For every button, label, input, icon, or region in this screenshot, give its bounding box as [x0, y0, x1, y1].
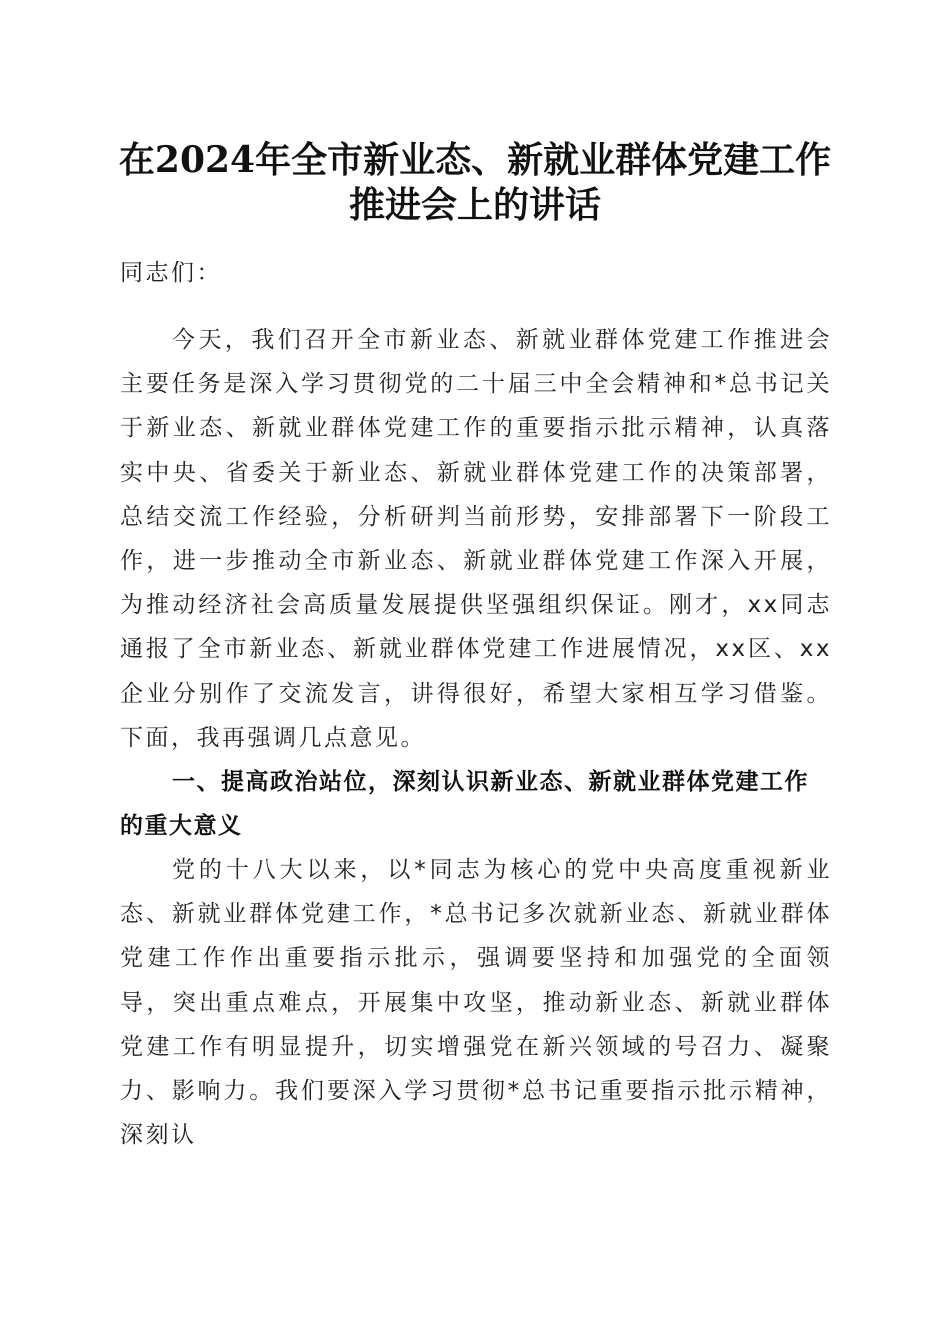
paragraph-section-1: 党的十八大以来，以*同志为核心的党中央高度重视新业态、新就业群体党建工作，*总书记多次就新业态、新就业群体党建工作作出重要指示批示，强调要坚持和加强党的全面领导，突出重点难点，开展集中攻坚，推动新业态、新就业群体党建工作有明显提升，切实增强党在新兴领域的号召力、凝聚力、影响力。我们要深入学习贯彻*总书记重要指示批示精神，深刻认 — [120, 857, 832, 1149]
document-title-line1: 在2024年全市新业态、新就业群体党建工作 — [118, 139, 832, 181]
section-heading-1: 一、提高政治站位，深刻认识新业态、新就业群体党建工作的重大意义 — [120, 769, 809, 840]
paragraph-intro: 今天，我们召开全市新业态、新就业群体党建工作推进会主要任务是深入学习贯彻党的二十届三中全会精神和*总书记关于新业态、新就业群体党建工作的重要指示批示精神，认真落实中央、省委关于新业态、新就业群体党建工作的决策部署，总结交流工作经验，分析研判当前形势，安排部署下一阶段工作，进一步推动全市新业态、新就业群体党建工作深入开展，为推动经济社会高质量发展提供坚强组织保证。刚才，xx同志通报了全市新业态、新就业群体党建工作进展情况，xx区、xx企业分别作了交流发言，讲得很好，希望大家相互学习借鉴。下面，我再强调几点意见。 — [120, 327, 832, 751]
greeting: 同志们： — [120, 260, 222, 286]
document-title-line2: 推进会上的讲话 — [348, 184, 601, 226]
